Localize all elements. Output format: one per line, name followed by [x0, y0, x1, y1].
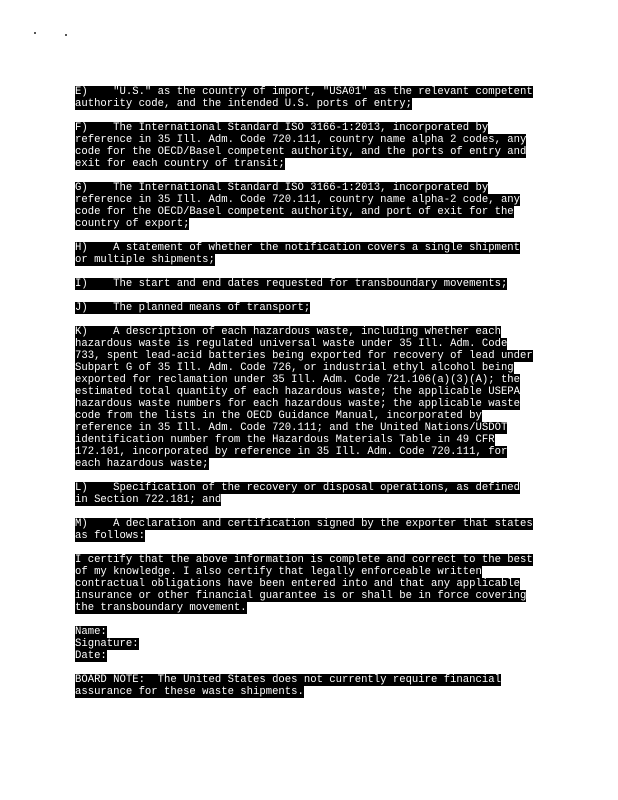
text-line: identification number from the Hazardous Materials Table in 49 CFR: [75, 434, 495, 446]
text-line: L) Specification of the recovery or disposal operations, as defined: [75, 482, 521, 494]
text-line: M) A declaration and certification signed by the exporter that states: [75, 518, 533, 530]
text-line: hazardous waste numbers for each hazardous waste; the applicable waste: [75, 398, 521, 410]
text-line: authority code, and the intended U.S. ports of entry;: [75, 98, 412, 110]
paragraph-k: [75, 326, 545, 470]
text-line: or multiple shipments;: [75, 254, 215, 266]
signature-label: Signature:: [75, 638, 139, 650]
scan-speck: [34, 32, 36, 34]
scan-speck: [65, 34, 67, 36]
paragraph-f: [75, 122, 545, 170]
text-line: G) The International Standard ISO 3166-1:2013, incorporated by: [75, 182, 489, 194]
text-line: 172.101, incorporated by reference in 35 Ill. Adm. Code 720.111, for: [75, 446, 508, 458]
paragraph-e: [75, 86, 545, 110]
name-label: Name:: [75, 626, 107, 638]
paragraph-m: [75, 518, 545, 542]
document-page: [75, 86, 545, 698]
date-label: Date:: [75, 650, 107, 662]
paragraph-i: [75, 278, 545, 290]
text-line: E) "U.S." as the country of import, "USA01" as the relevant competent: [75, 86, 533, 98]
text-line: H) A statement of whether the notification covers a single shipment: [75, 242, 521, 254]
text-line: K) A description of each hazardous waste, including whether each: [75, 326, 501, 338]
paragraph-j: [75, 302, 545, 314]
paragraph-l: [75, 482, 545, 506]
text-line: reference in 35 Ill. Adm. Code 720.111, country name alpha 2 codes, any: [75, 134, 527, 146]
text-line: assurance for these waste shipments.: [75, 686, 304, 698]
scan-specks: [30, 28, 90, 38]
text-line: estimated total quantity of each hazardous waste; the applicable USEPA: [75, 386, 521, 398]
text-line: reference in 35 Ill. Adm. Code 720.111, country name alpha-2 code, any: [75, 194, 521, 206]
board-note: [75, 674, 545, 698]
text-line: of my knowledge. I also certify that legally enforceable written: [75, 566, 482, 578]
text-line: BOARD NOTE: The United States does not currently require financial: [75, 674, 501, 686]
text-line: code for the OECD/Basel competent authority, and the ports of entry and: [75, 146, 527, 158]
text-line: F) The International Standard ISO 3166-1:2013, incorporated by: [75, 122, 489, 134]
paragraph-g: [75, 182, 545, 230]
text-line: contractual obligations have been entered into and that any applicable: [75, 578, 521, 590]
certification-statement: [75, 554, 545, 614]
text-line: reference in 35 Ill. Adm. Code 720.111; and the United Nations/USDOT: [75, 422, 508, 434]
paragraph-h: [75, 242, 545, 266]
text-line: hazardous waste is regulated universal waste under 35 Ill. Adm. Code: [75, 338, 508, 350]
text-line: code for the OECD/Basel competent authority, and port of exit for the: [75, 206, 514, 218]
text-line: J) The planned means of transport;: [75, 302, 311, 314]
text-line: exported for reclamation under 35 Ill. Adm. Code 721.106(a)(3)(A); the: [75, 374, 521, 386]
signature-block: [75, 626, 545, 662]
text-line: insurance or other financial guarantee is or shall be in force covering: [75, 590, 527, 602]
text-line: exit for each country of transit;: [75, 158, 285, 170]
text-line: Subpart G of 35 Ill. Adm. Code 726, or industrial ethyl alcohol being: [75, 362, 514, 374]
text-line: code from the lists in the OECD Guidance Manual, incorporated by: [75, 410, 482, 422]
text-line: as follows:: [75, 530, 145, 542]
text-line: I certify that the above information is complete and correct to the best: [75, 554, 533, 566]
text-line: country of export;: [75, 218, 190, 230]
text-line: each hazardous waste;: [75, 458, 209, 470]
text-line: in Section 722.181; and: [75, 494, 222, 506]
text-line: 733, spent lead-acid batteries being exported for recovery of lead under: [75, 350, 533, 362]
text-line: I) The start and end dates requested for transboundary movements;: [75, 278, 508, 290]
text-line: the transboundary movement.: [75, 602, 247, 614]
